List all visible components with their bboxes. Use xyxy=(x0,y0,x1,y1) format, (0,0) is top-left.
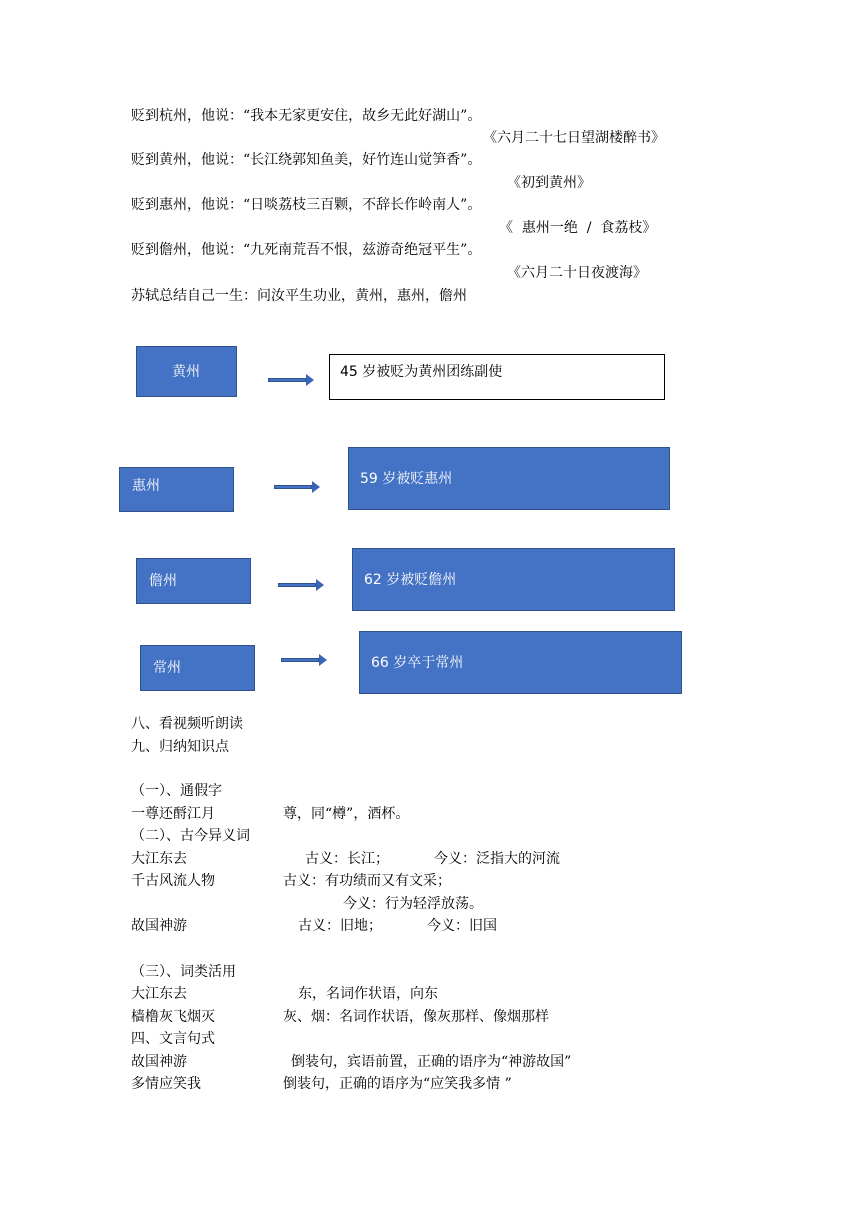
gujin-gu-2: 古义：有功绩而又有文采； xyxy=(283,873,451,889)
cilei-term-1: 大江东去 xyxy=(131,986,187,1002)
quote-line-2: 贬到黄州，他说：“长江绕郭知鱼美，好竹连山觉笋香”。 xyxy=(131,152,482,168)
quote-source-4: 《六月二十日夜渡海》 xyxy=(507,265,647,281)
place-box-huizhou xyxy=(119,467,234,512)
place-box-huangzhou xyxy=(136,346,237,397)
quote-line-3: 贬到惠州，他说：“日啖荔枝三百颗，不辞长作岭南人”。 xyxy=(131,197,482,213)
place-label: 常州 xyxy=(153,660,181,676)
cilei-note-2: 灰、烟：名词作状语，像灰那样、像烟那样 xyxy=(283,1009,549,1025)
gujin-jin-2: 今义：行为轻浮放荡。 xyxy=(343,896,483,912)
gujin-jin-1: 今义：泛指大的河流 xyxy=(434,851,560,867)
event-label: 59 岁被贬惠州 xyxy=(360,471,453,487)
gujin-heading: （二）、古今异义词 xyxy=(131,828,250,844)
event-box-changzhou xyxy=(359,631,682,694)
section-8-heading: 八、看视频听朗读 xyxy=(131,716,243,732)
quote-line-1: 贬到杭州，他说：“我本无家更安住，故乡无此好湖山”。 xyxy=(131,108,482,124)
event-box-huangzhou xyxy=(329,354,665,400)
jushi-term-2: 多情应笑我 xyxy=(131,1076,201,1092)
event-label: 45 岁被贬为黄州团练副使 xyxy=(340,364,503,380)
cilei-note-1: 东，名词作状语，向东 xyxy=(298,986,438,1002)
event-label: 66 岁卒于常州 xyxy=(371,655,464,671)
gujin-gu-3: 古义：旧地； xyxy=(298,918,382,934)
place-box-changzhou xyxy=(140,645,255,691)
arrow-right-icon xyxy=(268,376,314,384)
summary-line: 苏轼总结自己一生：问汝平生功业，黄州，惠州，儋州 xyxy=(131,288,467,304)
place-box-danzhou xyxy=(136,558,251,604)
jushi-note-2: 倒装句，正确的语序为“应笑我多情 ” xyxy=(283,1076,512,1092)
place-label: 儋州 xyxy=(149,573,177,589)
arrow-right-icon xyxy=(278,581,324,589)
place-label: 黄州 xyxy=(172,364,200,380)
gujin-term-3: 故国神游 xyxy=(131,918,187,934)
section-9-heading: 九、归纳知识点 xyxy=(131,739,229,755)
gujin-term-1: 大江东去 xyxy=(131,851,187,867)
place-label: 惠州 xyxy=(132,478,160,494)
quote-line-4: 贬到儋州，他说：“九死南荒吾不恨，兹游奇绝冠平生”。 xyxy=(131,242,482,258)
gujin-gu-1: 古义：长江； xyxy=(305,851,389,867)
gujin-jin-3: 今义：旧国 xyxy=(427,918,497,934)
arrow-right-icon xyxy=(274,483,320,491)
jushi-note-1: 倒装句，宾语前置，正确的语序为“神游故国” xyxy=(291,1054,572,1070)
tongjia-term: 一尊还酹江月 xyxy=(131,806,215,822)
tongjia-note: 尊，同“樽”，酒杯。 xyxy=(283,806,410,822)
jushi-term-1: 故国神游 xyxy=(131,1054,187,1070)
event-box-huizhou xyxy=(348,447,670,510)
event-label: 62 岁被贬儋州 xyxy=(364,572,457,588)
jushi-heading: 四、文言句式 xyxy=(131,1031,215,1047)
quote-source-2: 《初到黄州》 xyxy=(507,175,591,191)
quote-source-3: 《 惠州一绝 / 食荔枝》 xyxy=(499,220,657,236)
quote-source-1: 《六月二十七日望湖楼醉书》 xyxy=(483,130,665,146)
cilei-heading: （三）、词类活用 xyxy=(131,964,236,980)
tongjia-heading: （一）、通假字 xyxy=(131,783,222,799)
gujin-term-2: 千古风流人物 xyxy=(131,873,215,889)
cilei-term-2: 樯橹灰飞烟灭 xyxy=(131,1009,215,1025)
event-box-danzhou xyxy=(352,548,675,611)
arrow-right-icon xyxy=(281,656,327,664)
